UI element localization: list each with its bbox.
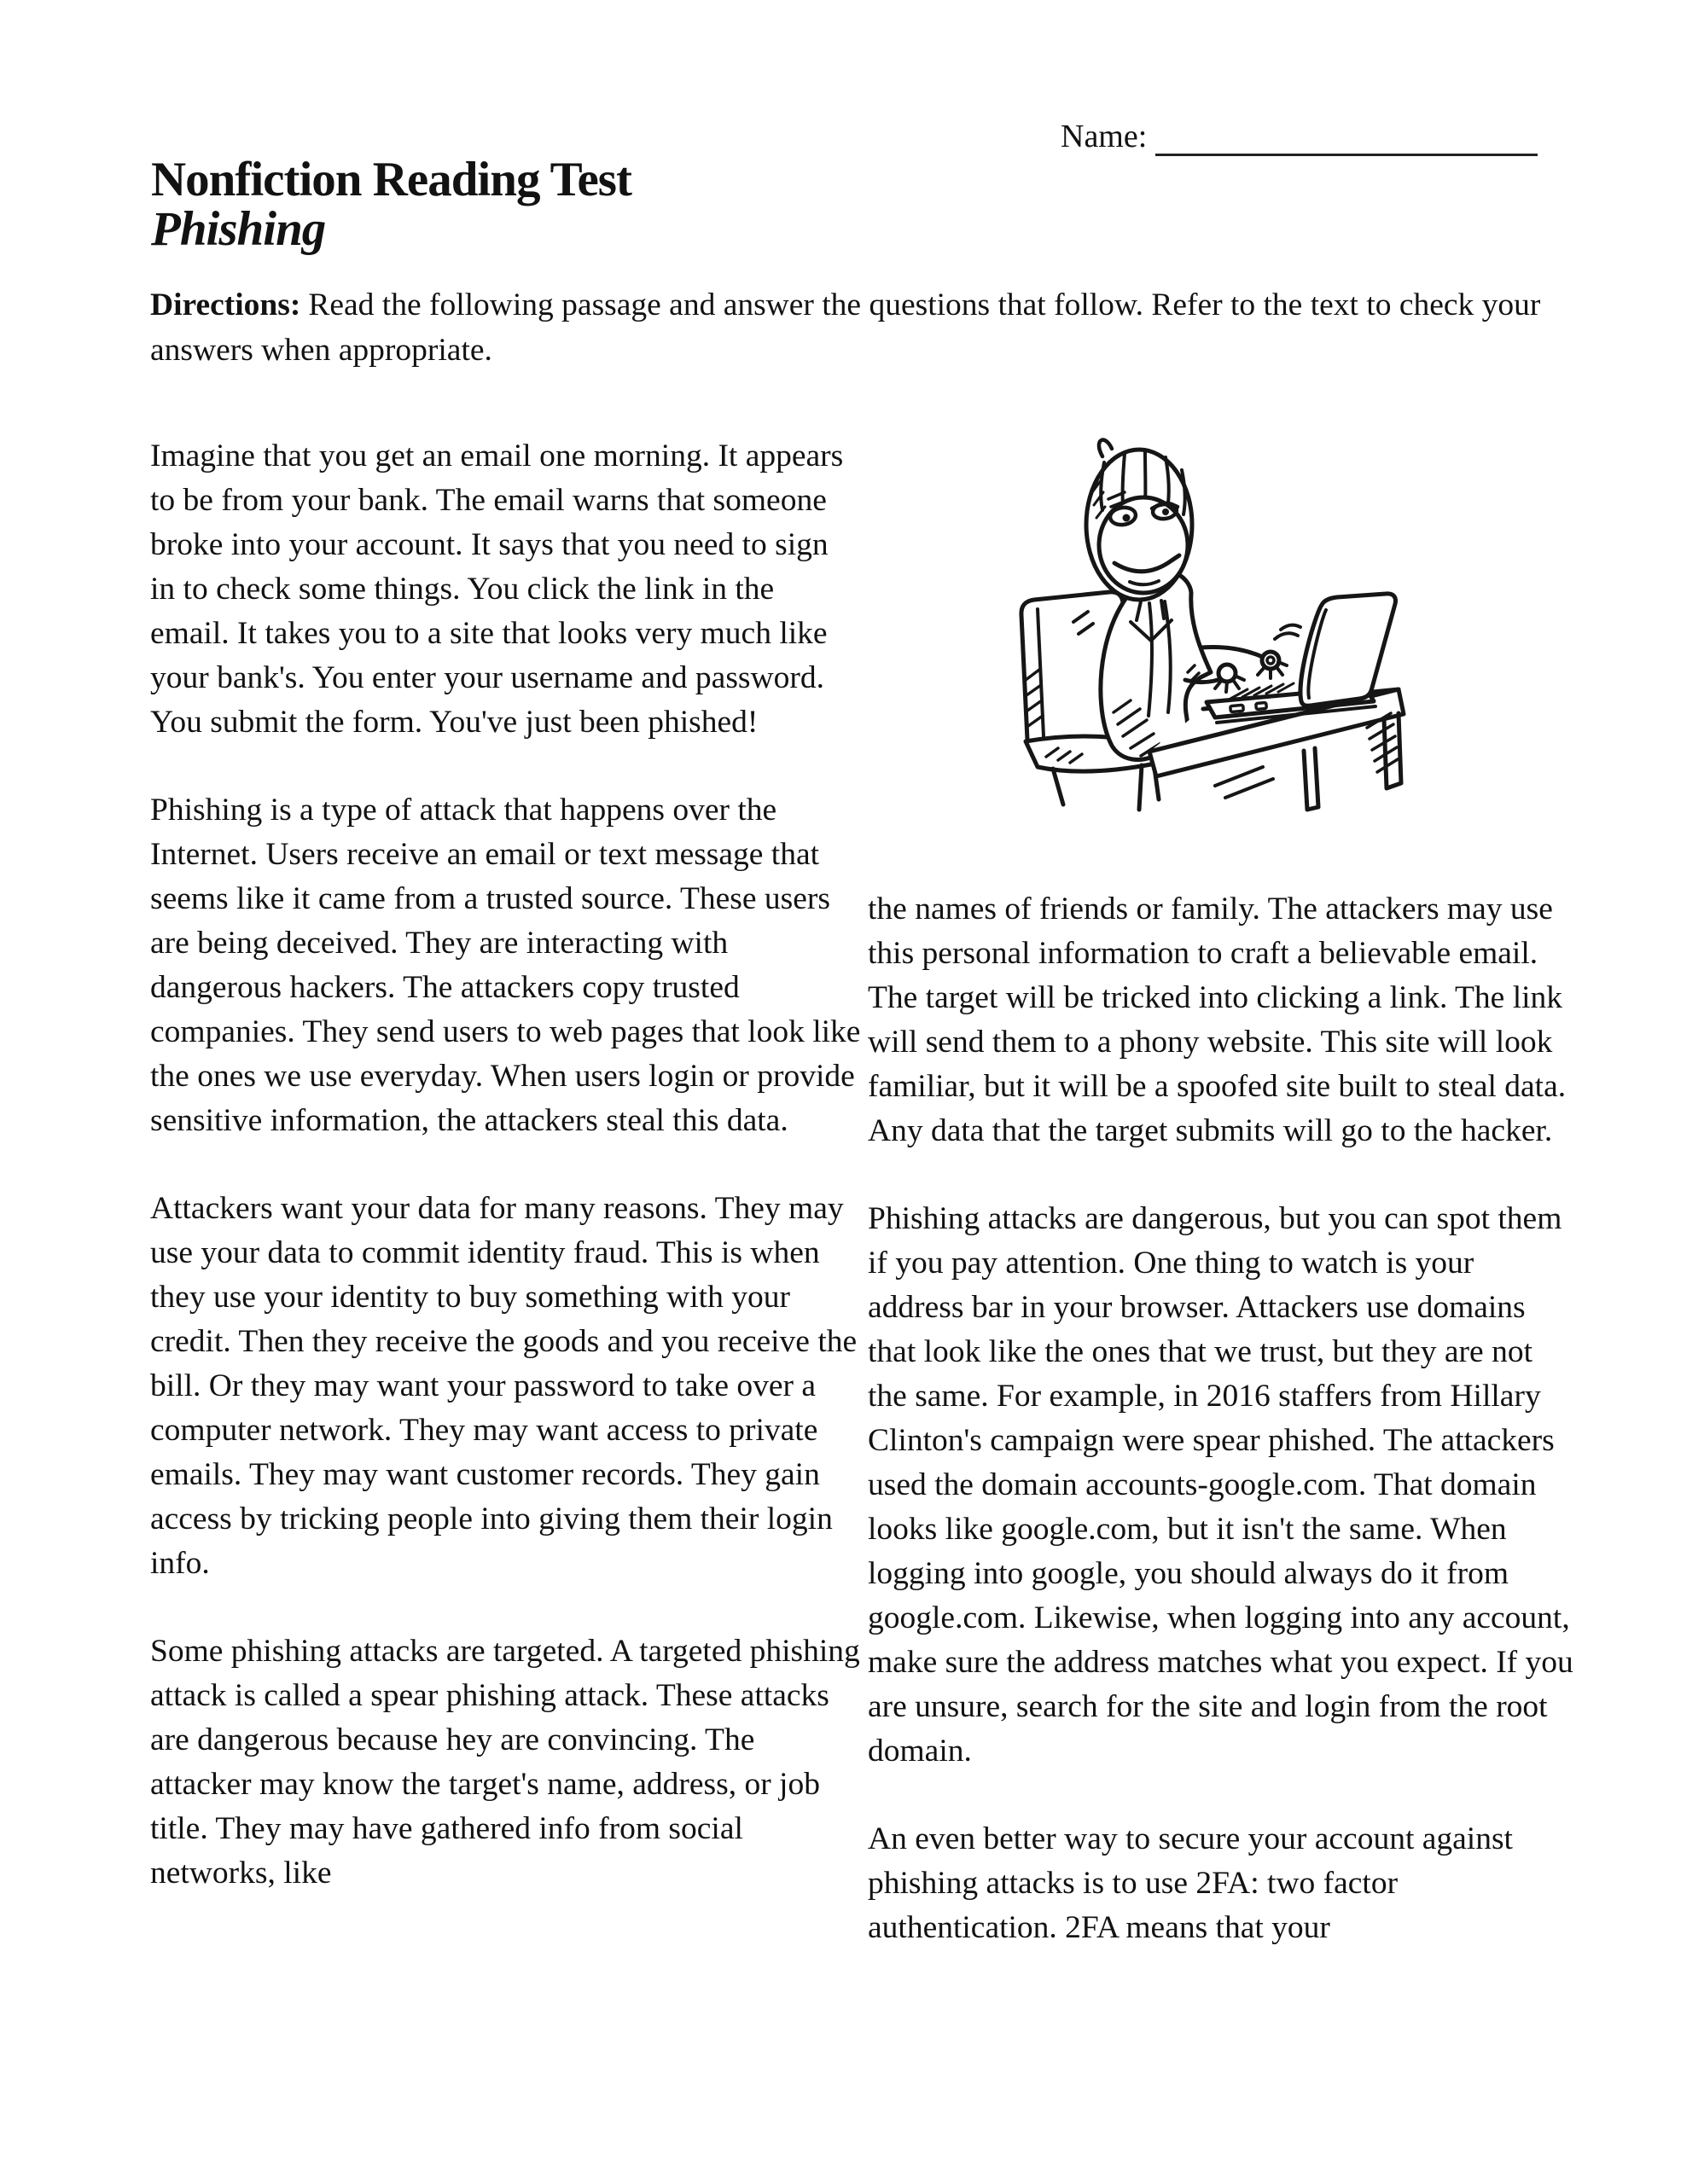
directions — [150, 282, 1558, 373]
paragraph: Phishing attacks are dangerous, but you can spot them if you pay attention. One thing to watch is your address bar in your browser. Attackers use domains that look like the ones that we trust, but they are not the same. For example, in 2016 staffers from Hillary Clinton's campaign were spear phished. The attackers used the domain accounts-google.com. That domain looks like google.com, but it isn't the same. When logging into google, you should always do it from google.com. Likewise, when logging into any account, make sure the address matches what you expect. If you are unsure, search for the site and login from the root domain. — [868, 1201, 1573, 1769]
name-label: Name: — [1061, 119, 1148, 154]
paragraph: Attackers want your data for many reasons. They may use your data to commit identity fraud. This is when they use your identity to buy something with your credit. Then they receive the goods and you receive the bill. Or they may want your password to take over a computer network. They may want access to private emails. They may want customer records. They gain access by tricking people into giving them their login info. — [150, 1191, 858, 1581]
paragraph: the names of friends or family. The attackers may use this personal information to craft a believable email. The target will be tricked into clicking a link. The link will send them to a phony website. This site will look familiar, but it will be a spoofed site built to steal data. Any data that the target submits will go to the hacker. — [868, 892, 1567, 1148]
paragraph: An even better way to secure your account against phishing attacks is to use 2FA: two factor authentication. 2FA means that your — [868, 1821, 1513, 1945]
paragraph: Phishing is a type of attack that happens over the Internet. Users receive an email or text message that seems like it came from a trusted source. These users are being deceived. They are interacting with dangerous hackers. The attackers copy trusted companies. They send users to web pages that look like the ones we use everyday. When users login or provide sensitive information, the attackers steal this data. — [150, 793, 861, 1138]
name-blank-line — [1155, 116, 1538, 156]
directions-text: Read the following passage and answer the questions that follow. Refer to the text to check your answers when appropriate. — [150, 288, 1541, 368]
directions-label: Directions: — [150, 288, 301, 322]
laptop — [1207, 594, 1396, 723]
hacker-at-laptop-illustration — [868, 434, 1577, 887]
page-title: Nonfiction Reading Test — [151, 153, 631, 206]
passage-left-column — [150, 434, 861, 1994]
passage-right-column — [868, 434, 1577, 1994]
paragraph: Imagine that you get an email one morning. It appears to be from your bank. The email warns that someone broke into your account. It says that you need to sign in to check some things. You click the link in the email. It takes you to a site that looks very much like your bank's. You enter your username and password. You submit the form. You've just been phished! — [150, 439, 844, 740]
hacker-at-laptop-drawing — [974, 424, 1435, 834]
paragraph: Some phishing attacks are targeted. A targeted phishing attack is called a spear phishing attack. These attacks are dangerous because hey are convincing. The attacker may know the target's name, address, or job title. They may have gathered info from social networks, like — [150, 1634, 860, 1891]
passage-columns — [150, 434, 1577, 1994]
name-row — [1061, 116, 1538, 156]
page-subtitle: Phishing — [151, 202, 326, 256]
title-block — [151, 155, 631, 254]
